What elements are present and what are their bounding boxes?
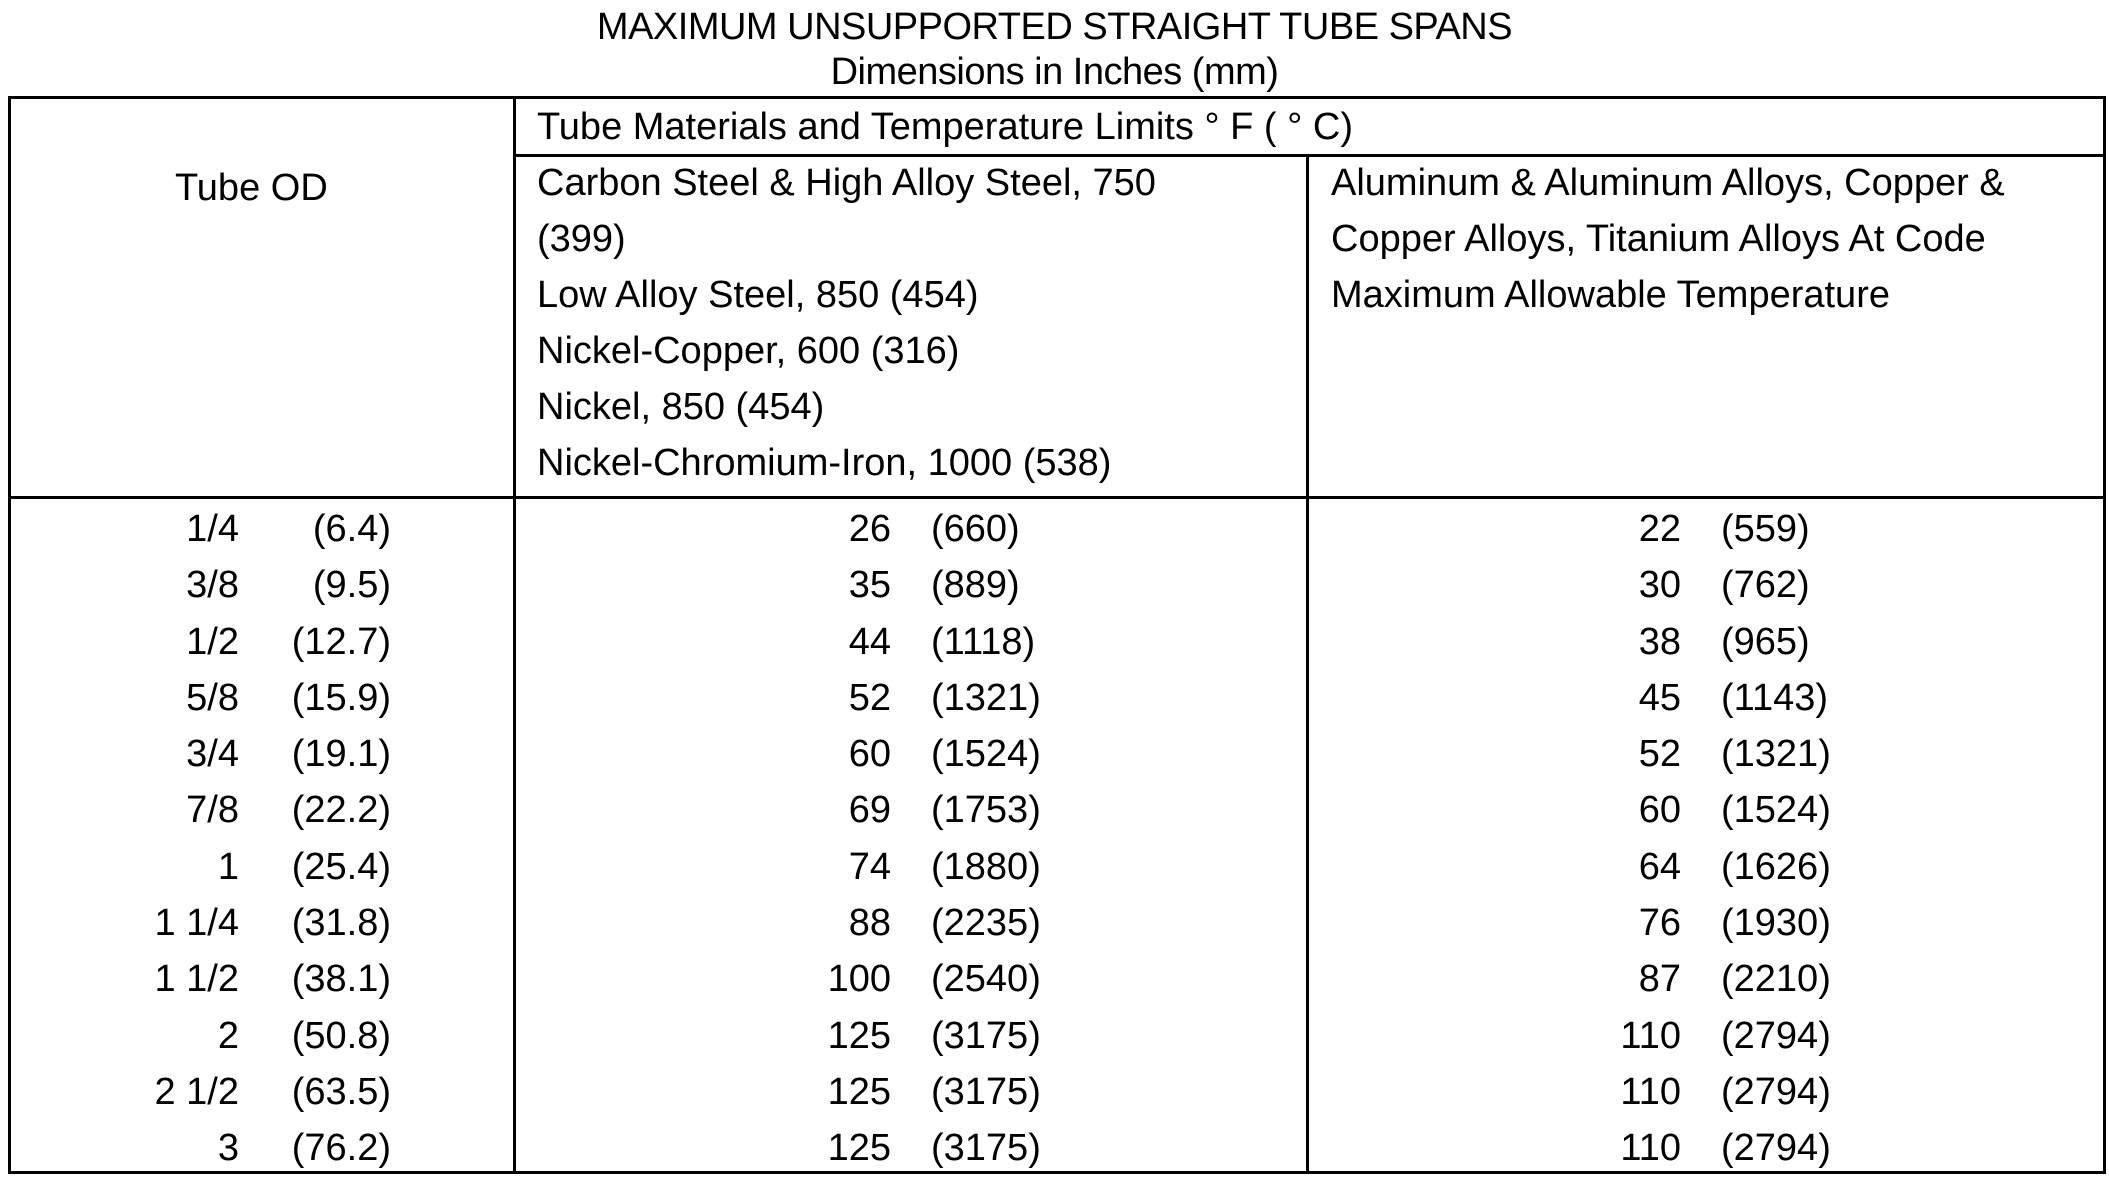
- tube-od-mm: (76.2): [291, 1127, 391, 1170]
- span-steel-mm: (1321): [931, 676, 1041, 719]
- span-steel-mm: (2235): [931, 902, 1041, 945]
- tube-od-inches: 1/2: [186, 620, 239, 663]
- header-col-aluminum-copper-titanium: [1331, 155, 2005, 323]
- span-aluminum-mm: (2210): [1721, 958, 1831, 1001]
- span-aluminum-inches: 60: [1638, 789, 1681, 832]
- tube-od-mm: (12.7): [291, 620, 391, 663]
- span-steel-inches: 69: [848, 789, 891, 832]
- span-aluminum-mm: (2794): [1721, 1014, 1831, 1057]
- header-col1-line: Low Alloy Steel, 850 (454): [537, 274, 979, 316]
- span-aluminum-mm: (1321): [1721, 733, 1831, 776]
- span-aluminum-inches: 64: [1638, 845, 1681, 888]
- tube-od-inches: 2 1/2: [154, 1070, 239, 1113]
- span-steel-mm: (889): [931, 564, 1020, 607]
- tube-od-inches: 3/4: [186, 733, 239, 776]
- span-aluminum-mm: (2794): [1721, 1127, 1831, 1170]
- span-steel-mm: (3175): [931, 1127, 1041, 1170]
- header-col1-line: (399): [537, 218, 626, 260]
- span-aluminum-mm: (2794): [1721, 1070, 1831, 1113]
- tube-od-inches: 1: [217, 845, 239, 888]
- tube-od-mm: (6.4): [312, 508, 391, 550]
- span-steel-mm: (1118): [931, 620, 1036, 663]
- header-col1-line: Nickel-Chromium-Iron, 1000 (538): [537, 442, 1112, 484]
- table-row: [11, 1064, 2103, 1120]
- table-row: [11, 501, 2103, 557]
- tube-od-mm: (15.9): [291, 676, 391, 719]
- span-aluminum-mm: (559): [1721, 508, 1810, 550]
- span-aluminum-inches: 30: [1638, 564, 1681, 607]
- header-materials-group: Tube Materials and Temperature Limits ° F ( ° C): [537, 106, 1353, 148]
- span-steel-mm: (660): [931, 508, 1020, 550]
- span-aluminum-inches: 22: [1638, 508, 1681, 550]
- span-aluminum-mm: (965): [1721, 620, 1810, 663]
- page-subtitle: Dimensions in Inches (mm): [830, 51, 1279, 93]
- span-steel-mm: (3175): [931, 1014, 1041, 1057]
- span-steel-inches: 125: [827, 1127, 891, 1170]
- tube-od-mm: (9.5): [312, 564, 391, 607]
- span-aluminum-inches: 110: [1620, 1014, 1681, 1057]
- span-aluminum-mm: (1524): [1721, 789, 1831, 832]
- header-col2-line: Copper Alloys, Titanium Alloys At Code: [1331, 218, 1986, 260]
- tube-od-mm: (38.1): [291, 958, 391, 1001]
- header-tube-od: Tube OD: [175, 167, 328, 209]
- tube-od-inches: 3: [217, 1127, 239, 1170]
- table-row: [11, 1008, 2103, 1064]
- span-aluminum-inches: 110: [1620, 1127, 1681, 1170]
- header-col1-line: Nickel-Copper, 600 (316): [537, 330, 960, 372]
- spans-table: [8, 96, 2106, 1174]
- table-row: [11, 557, 2103, 613]
- table-row: [11, 670, 2103, 726]
- tube-od-inches: 1/4: [186, 508, 239, 550]
- tube-od-mm: (19.1): [291, 733, 391, 776]
- table-row: [11, 614, 2103, 670]
- tube-od-mm: (31.8): [291, 902, 391, 945]
- span-steel-inches: 52: [848, 676, 891, 719]
- tube-od-inches: 2: [217, 1014, 239, 1057]
- table-row: [11, 782, 2103, 838]
- header-col2-line: Aluminum & Aluminum Alloys, Copper &: [1331, 162, 2005, 204]
- span-aluminum-mm: (762): [1721, 564, 1810, 607]
- tube-od-inches: 7/8: [186, 789, 239, 832]
- span-aluminum-inches: 45: [1638, 676, 1681, 719]
- span-aluminum-mm: (1930): [1721, 902, 1831, 945]
- span-steel-inches: 88: [848, 902, 891, 945]
- header-col-steel-alloys: [537, 155, 1156, 491]
- span-aluminum-inches: 87: [1638, 958, 1681, 1001]
- span-steel-inches: 26: [848, 508, 891, 550]
- table-row: [11, 1120, 2103, 1176]
- header-col1-line: Nickel, 850 (454): [537, 386, 825, 428]
- table-body: [11, 501, 2103, 1177]
- span-steel-mm: (1524): [931, 733, 1041, 776]
- span-steel-inches: 74: [848, 845, 891, 888]
- table-row: [11, 726, 2103, 782]
- span-steel-inches: 35: [848, 564, 891, 607]
- span-steel-inches: 44: [848, 620, 891, 663]
- tube-od-mm: (63.5): [291, 1070, 391, 1113]
- tube-od-inches: 3/8: [186, 564, 239, 607]
- span-aluminum-mm: (1143): [1721, 676, 1829, 719]
- span-steel-mm: (3175): [931, 1070, 1041, 1113]
- span-aluminum-mm: (1626): [1721, 845, 1831, 888]
- tube-od-inches: 1 1/2: [154, 958, 239, 1001]
- span-steel-inches: 125: [827, 1070, 891, 1113]
- span-steel-mm: (2540): [931, 958, 1041, 1001]
- span-steel-mm: (1753): [931, 789, 1041, 832]
- span-steel-mm: (1880): [931, 845, 1041, 888]
- tube-od-inches: 5/8: [186, 676, 239, 719]
- span-aluminum-inches: 76: [1638, 902, 1681, 945]
- span-steel-inches: 100: [827, 958, 891, 1001]
- table-row: [11, 951, 2103, 1007]
- span-steel-inches: 125: [827, 1014, 891, 1057]
- divider-header-body: [11, 496, 2103, 499]
- header-col1-line: Carbon Steel & High Alloy Steel, 750: [537, 162, 1156, 204]
- header-col2-line: Maximum Allowable Temperature: [1331, 274, 1890, 316]
- span-steel-inches: 60: [848, 733, 891, 776]
- span-aluminum-inches: 110: [1620, 1070, 1681, 1113]
- tube-od-mm: (25.4): [291, 845, 391, 888]
- tube-od-inches: 1 1/4: [154, 902, 239, 945]
- tube-od-mm: (22.2): [291, 789, 391, 832]
- span-aluminum-inches: 52: [1638, 733, 1681, 776]
- span-aluminum-inches: 38: [1638, 620, 1681, 663]
- tube-od-mm: (50.8): [291, 1014, 391, 1057]
- table-row: [11, 839, 2103, 895]
- table-row: [11, 895, 2103, 951]
- page-title: MAXIMUM UNSUPPORTED STRAIGHT TUBE SPANS: [596, 6, 1513, 48]
